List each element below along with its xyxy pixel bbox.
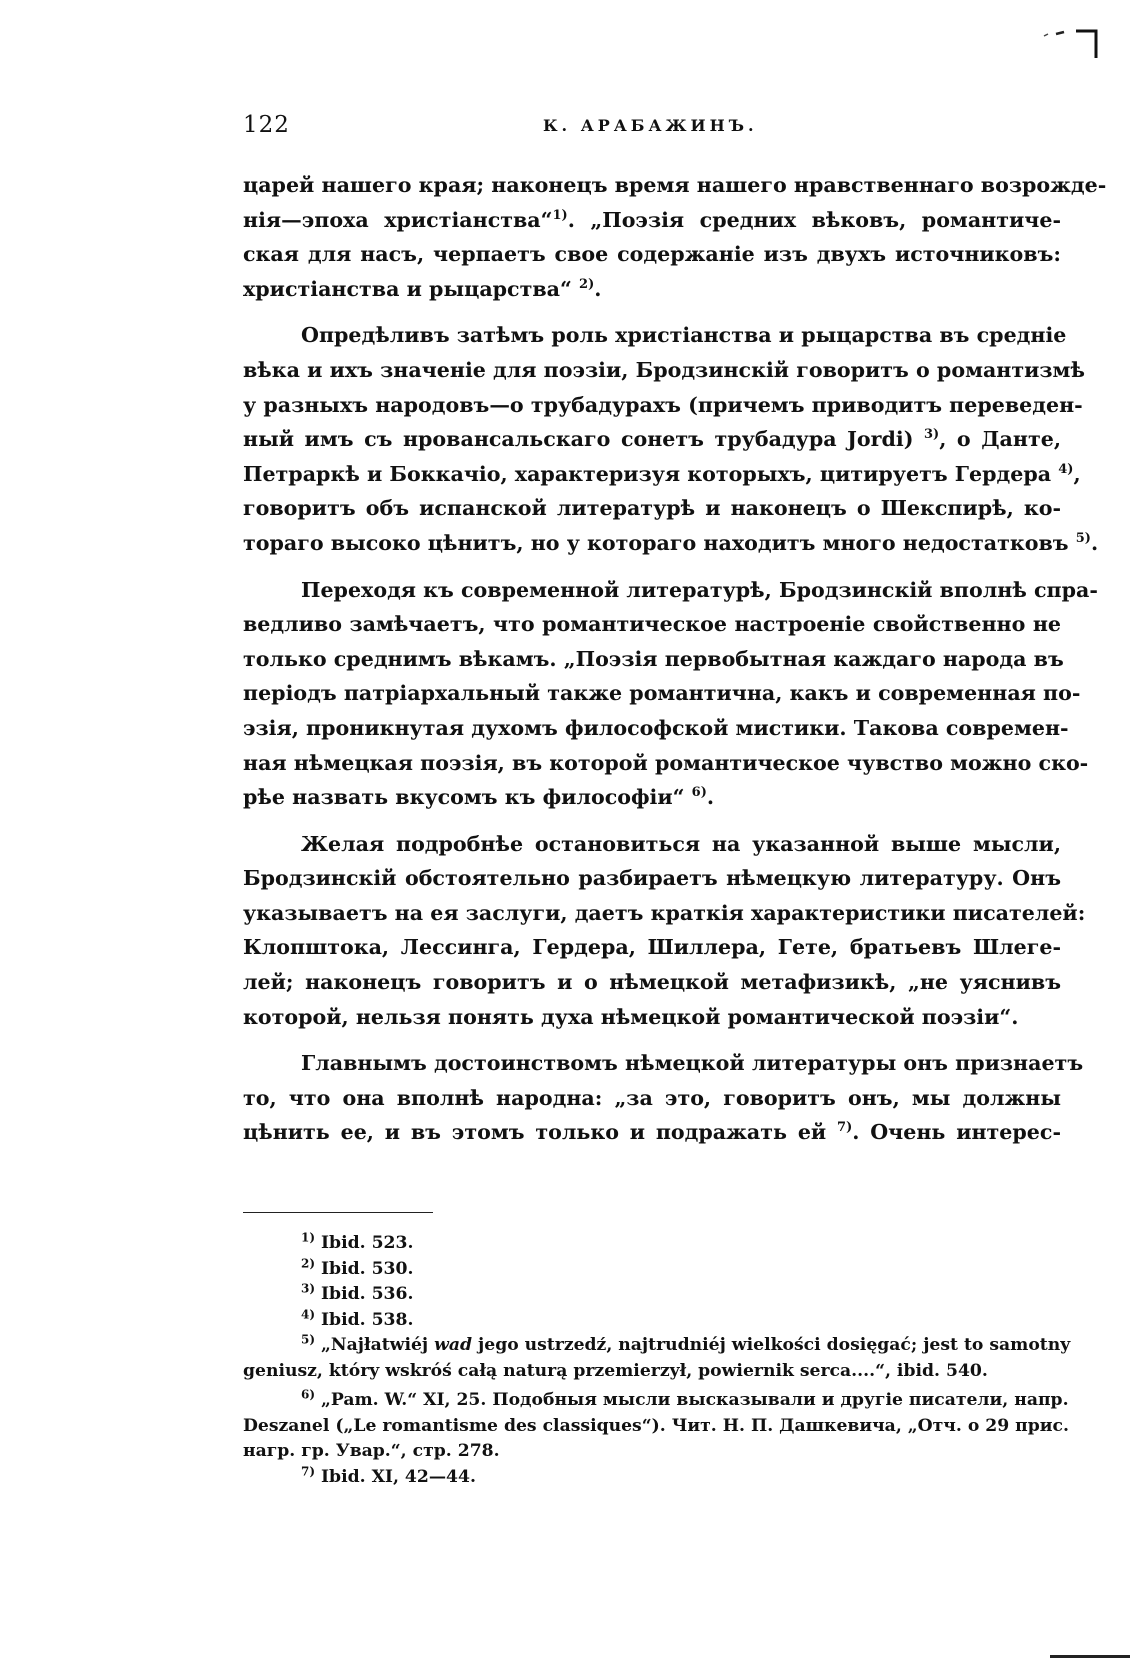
text-line: Переходя къ современной литературѣ, Бродзинскій вполнѣ спра- — [301, 577, 1098, 602]
body-text — [243, 168, 1107, 1150]
text-line: указываетъ на ея заслуги, даетъ краткія характеристики писателей: — [243, 900, 1086, 925]
text-line: эзія, проникнутая духомъ философской мистики. Такова современ- — [243, 715, 1069, 740]
text-line: нія—эпоха христіанства“$^{1)}$. „Поэзія средних вѣковъ, романтиче- — [243, 207, 1061, 232]
footnote-continuation: geniusz, który wskróś całą naturą przemierzył, powiernik serca....“, ibid. 540. — [243, 1360, 988, 1381]
text-line: ный имъ съ нровансальскаго сонетъ трубадура Jordi) $^{3)}$, о Данте, — [243, 427, 1061, 452]
running-title: К. АРАБАЖИНЪ. — [543, 116, 758, 135]
text-line: которой, нельзя понять духа нѣмецкой романтической поэзіи“. — [243, 1004, 1019, 1029]
text-line: ская для насъ, черпаетъ свое содержаніе изъ двухъ источниковъ: — [243, 242, 1061, 267]
paragraph — [243, 318, 1099, 560]
footnote-ref: 3) — [924, 427, 940, 443]
text-line: Желая подробнѣе остановиться на указанной выше мысли, — [301, 831, 1061, 856]
text-line: ная нѣмецкая поэзія, въ которой романтическое чувство можно ско- — [243, 750, 1089, 775]
footnote-continuation: Deszanel („Le romantisme des classiques“). Чит. Н. П. Дашкевича, „Отч. о 29 прис. — [243, 1415, 1069, 1436]
footnote-ref: 1) — [552, 207, 568, 223]
text-line: вѣка и ихъ значеніе для поэзіи, Бродзинскій говоритъ о романтизмѣ — [243, 357, 1085, 382]
text-line: то, что она вполнѣ народна: „за это, говоритъ онъ, мы должны — [243, 1085, 1061, 1110]
text-line: періодъ патріархальный также романтична, какъ и современная по- — [243, 681, 1081, 706]
footnote-ref: 4) — [1058, 461, 1074, 477]
text-line: говоритъ объ испанской литературѣ и наконецъ о Шекспирѣ, ко- — [243, 496, 1061, 521]
scan-artifact-icon — [1040, 28, 1100, 68]
text-line: Клопштока, Лессинга, Гердера, Шиллера, Гете, братьевъ Шлеге- — [243, 935, 1061, 960]
page-number: 122 — [243, 112, 290, 138]
text-line: рѣе назвать вкусомъ къ философіи“ $^{6)}$. — [243, 785, 715, 810]
text-line: Главнымъ достоинствомъ нѣмецкой литературы онъ признаетъ — [301, 1051, 1084, 1076]
footnote: $^{6)}$ „Pam. W.“ XI, 25. Подобныя мысли высказывали и другіе писатели, напр. — [301, 1387, 1069, 1411]
paragraph — [243, 168, 1107, 306]
text-line: ведливо замѣчаетъ, что романтическое настроеніе свойственно не — [243, 612, 1061, 637]
footnote-ref: 7) — [837, 1120, 853, 1136]
text-line: Петраркѣ и Боккачіо, характеризуя которыхъ, цитируетъ Гердера $^{4)}$, — [243, 461, 1081, 486]
text-line: Опредѣливъ затѣмъ роль христіанства и рыцарства въ средніе — [301, 323, 1067, 348]
footnote: $^{4)}$ Ibid. 538. — [301, 1306, 414, 1330]
footnote-ref: 2) — [579, 276, 595, 292]
footnote: $^{7)}$ Ibid. XI, 42—44. — [301, 1463, 476, 1487]
footnote: $^{5)}$ „Najłatwiéj wad jego ustrzedź, najtrudniéj wielkości dosięgać; jest to samotny — [301, 1332, 1071, 1356]
paragraph — [243, 1046, 1084, 1150]
text-line: только среднимъ вѣкамъ. „Поэзія первобытная каждаго народа въ — [243, 646, 1064, 671]
footnote: $^{1)}$ Ibid. 523. — [301, 1230, 414, 1254]
footnote-ref: 6) — [691, 785, 707, 801]
text-line: тораго высоко цѣнитъ, но у котораго находитъ много недостатковъ $^{5)}$. — [243, 530, 1099, 555]
running-head — [243, 112, 1061, 146]
text-line: царей нашего края; наконецъ время нашего нравственнаго возрожде- — [243, 173, 1107, 197]
footnote: $^{3)}$ Ibid. 536. — [301, 1281, 414, 1305]
paragraph — [243, 827, 1086, 1035]
book-page — [243, 112, 1107, 1490]
footnote-continuation: нагр. гр. Увар.“, стр. 278. — [243, 1441, 500, 1462]
text-line: у разныхъ народовъ—о трубадурахъ (причемъ приводитъ переведен- — [243, 392, 1083, 417]
footnote: $^{2)}$ Ibid. 530. — [301, 1255, 414, 1279]
text-line: цѣнить ее, и въ этомъ только и подражать ей $^{7)}$. Очень интерес- — [243, 1120, 1061, 1145]
footnote-divider — [243, 1212, 433, 1213]
footnotes — [243, 1230, 1071, 1490]
text-line: христіанства и рыцарства“ $^{2)}$. — [243, 276, 602, 301]
paragraph — [243, 573, 1098, 815]
text-line: Бродзинскій обстоятельно разбираетъ нѣмецкую литературу. Онъ — [243, 866, 1061, 891]
footnote-ref: 5) — [1075, 531, 1091, 547]
text-line: лей; наконецъ говоритъ и о нѣмецкой метафизикѣ, „не уяснивъ — [243, 970, 1061, 995]
scan-artifact-line — [1050, 1655, 1130, 1658]
